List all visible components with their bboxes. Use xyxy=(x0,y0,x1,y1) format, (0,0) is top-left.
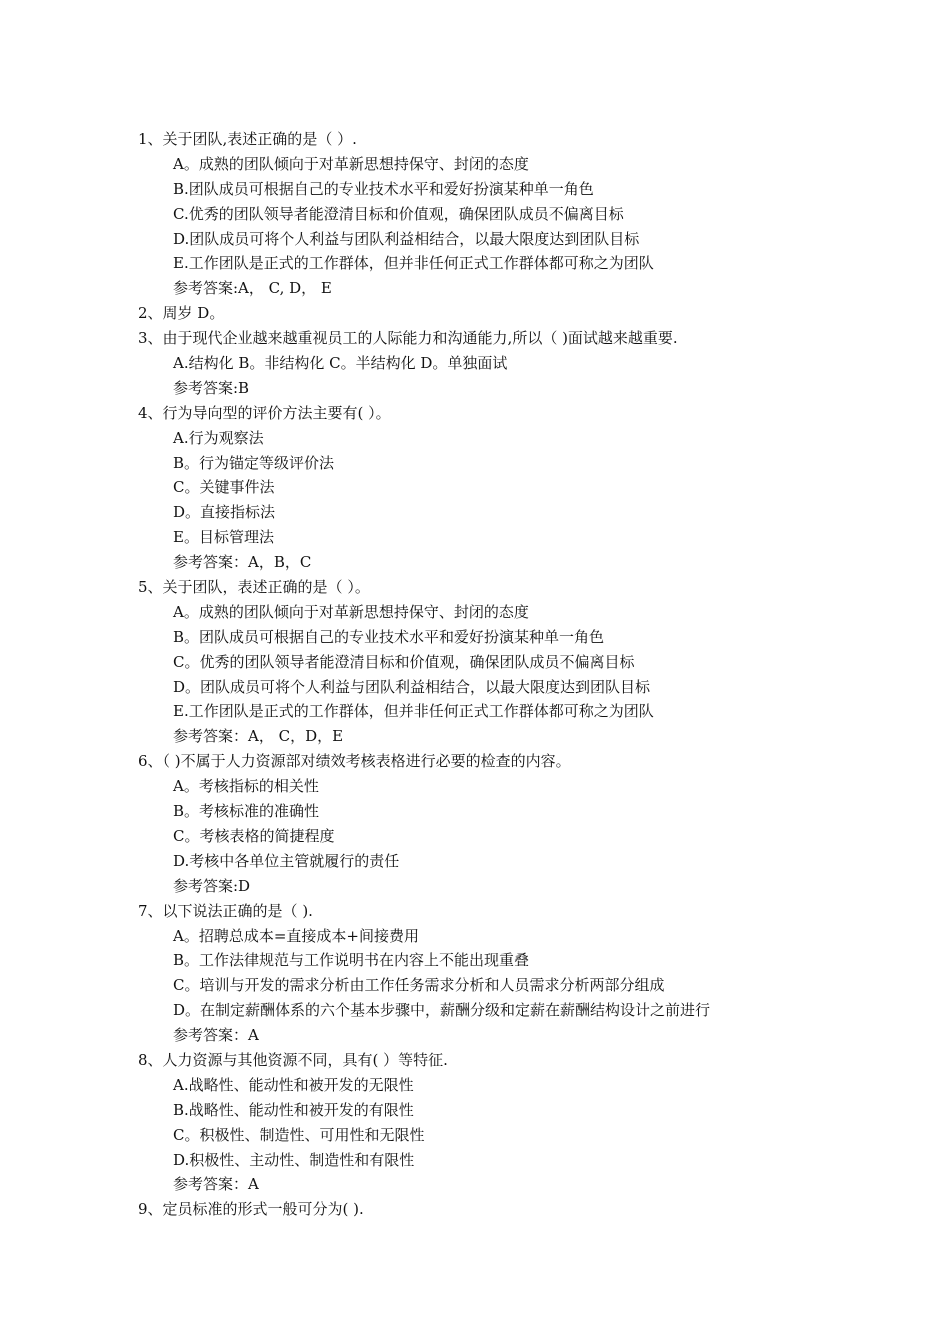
question-option: A。成熟的团队倾向于对革新思想持保守、封闭的态度 xyxy=(173,154,529,173)
question-option: C。考核表格的简捷程度 xyxy=(173,826,335,845)
question-option: A.结构化 B。非结构化 C。半结构化 D。单独面试 xyxy=(173,354,508,373)
question-stem: 1、关于团队,表述正确的是（ ）. xyxy=(138,130,357,148)
question-option: A.战略性、能动性和被开发的无限性 xyxy=(173,1075,414,1094)
question-option: B。工作法律规范与工作说明书在内容上不能出现重叠 xyxy=(173,951,530,970)
question-option: D.考核中各单位主管就履行的责任 xyxy=(173,851,400,870)
question-option: D.积极性、主动性、制造性和有限性 xyxy=(173,1150,415,1169)
question-option: E。目标管理法 xyxy=(173,528,274,547)
question-option: B。团队成员可根据自己的专业技术水平和爱好扮演某种单一角色 xyxy=(173,627,605,646)
question-stem: 9、定员标准的形式一般可分为( ). xyxy=(138,1200,364,1219)
question-stem: 7、以下说法正确的是（ ). xyxy=(138,901,313,920)
question-option: C。关键事件法 xyxy=(173,478,275,497)
question-option: B。考核标准的准确性 xyxy=(173,802,320,821)
question-option: E.工作团队是正式的工作群体，但并非任何正式工作群体都可称之为团队 xyxy=(173,702,654,721)
question-option: D。团队成员可将个人利益与团队利益相结合，以最大限度达到团队目标 xyxy=(173,677,651,696)
reference-answer: 参考答案:A， C, D， E xyxy=(173,279,332,298)
question-stem: 6、（ )不属于人力资源部对绩效考核表格进行必要的检查的内容。 xyxy=(138,752,571,771)
question-stem: 5、关于团队，表述正确的是（ ）。 xyxy=(138,578,370,597)
question-option: A.行为观察法 xyxy=(173,428,264,447)
reference-answer: 参考答案：A xyxy=(173,1175,259,1194)
question-option: B。行为锚定等级评价法 xyxy=(173,453,335,472)
question-option: C。培训与开发的需求分析由工作任务需求分析和人员需求分析两部分组成 xyxy=(173,976,665,995)
reference-answer: 参考答案：A， C，D，E xyxy=(173,727,344,746)
question-option: D。直接指标法 xyxy=(173,503,276,522)
reference-answer: 参考答案：A，B，C xyxy=(173,553,312,572)
question-option: E.工作团队是正式的工作群体，但并非任何正式工作群体都可称之为团队 xyxy=(173,254,654,273)
question-option: C。优秀的团队领导者能澄清目标和价值观，确保团队成员不偏离目标 xyxy=(173,652,635,671)
question-stem: 8、人力资源与其他资源不同，具有( ）等特征. xyxy=(138,1050,448,1069)
question-option: D。在制定薪酬体系的六个基本步骤中，薪酬分级和定薪在薪酬结构设计之前进行 xyxy=(173,1001,711,1020)
question-stem: 3、由于现代企业越来越重视员工的人际能力和沟通能力,所以（ )面试越来越重要. xyxy=(138,329,678,348)
question-option: A。考核指标的相关性 xyxy=(173,777,319,796)
question-list xyxy=(138,127,898,1222)
reference-answer: 参考答案:B xyxy=(173,378,250,397)
question-stem: 2、周岁 D。 xyxy=(138,304,225,323)
question-option: C。积极性、制造性、可用性和无限性 xyxy=(173,1125,425,1144)
question-option: B.团队成员可根据自己的专业技术水平和爱好扮演某种单一角色 xyxy=(173,179,594,198)
reference-answer: 参考答案:D xyxy=(173,876,251,895)
reference-answer: 参考答案：A xyxy=(173,1026,259,1045)
question-option: A。招聘总成本=直接成本+间接费用 xyxy=(173,926,419,945)
question-option: A。成熟的团队倾向于对革新思想持保守、封闭的态度 xyxy=(173,602,529,621)
question-option: D.团队成员可将个人利益与团队利益相结合，以最大限度达到团队目标 xyxy=(173,229,640,248)
question-stem: 4、行为导向型的评价方法主要有( ）。 xyxy=(138,403,391,422)
question-option: B.战略性、能动性和被开发的有限性 xyxy=(173,1100,414,1119)
question-option: C.优秀的团队领导者能澄清目标和价值观，确保团队成员不偏离目标 xyxy=(173,204,624,223)
